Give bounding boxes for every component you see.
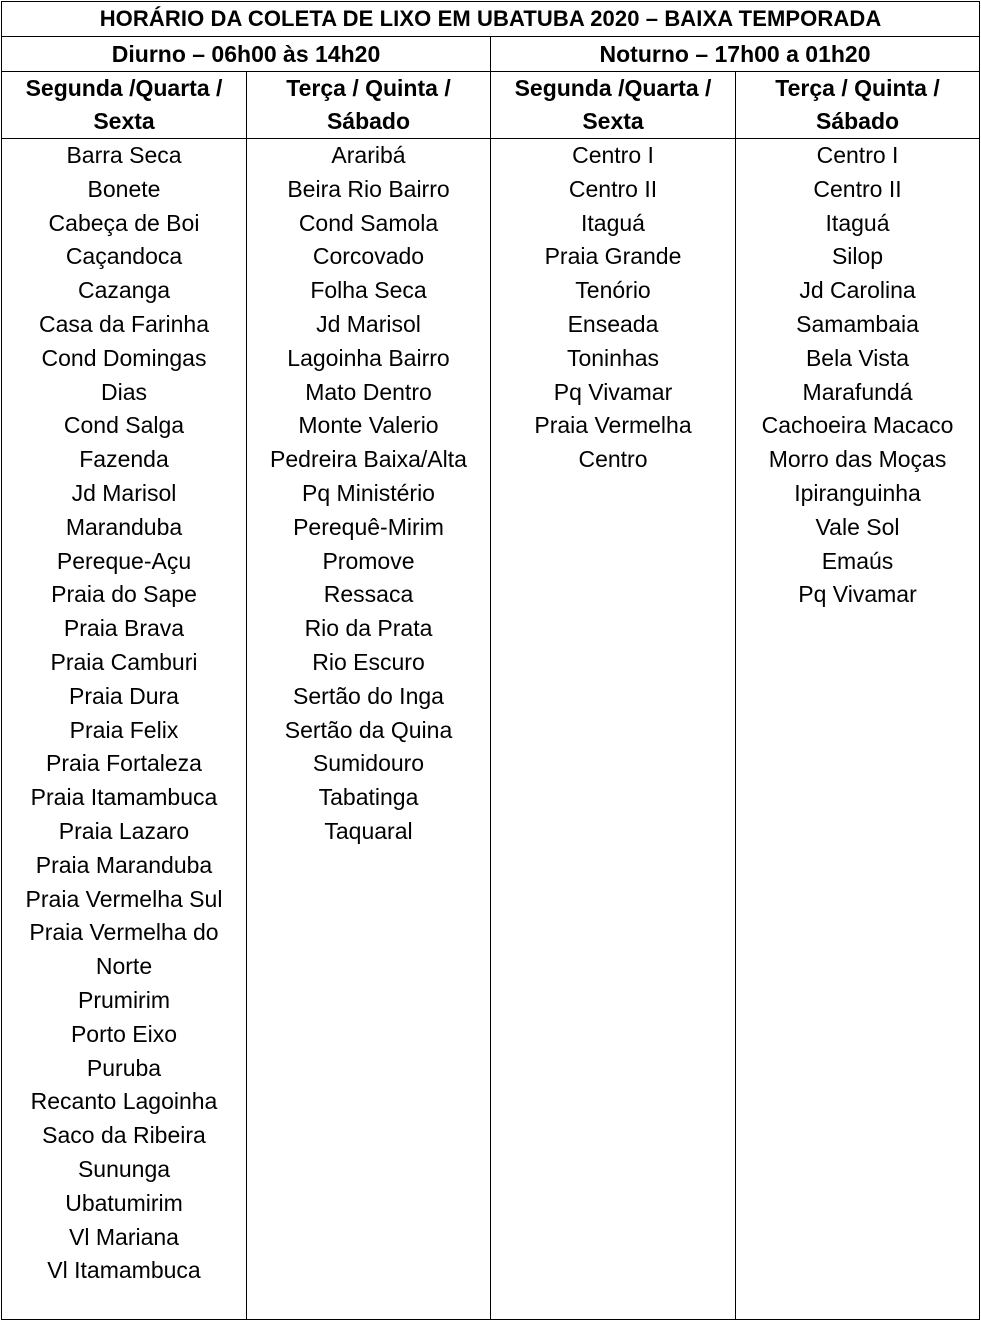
neighborhood-item: Puruba	[86, 1054, 162, 1081]
neighborhood-item: Pereque-Açu	[56, 547, 192, 574]
neighborhood-item: Vale Sol	[815, 513, 900, 540]
days-header: Terça / Quinta / Sábado	[736, 72, 980, 139]
neighborhood-item: Samambaia	[796, 310, 919, 337]
neighborhood-item: Recanto Lagoinha	[30, 1088, 218, 1115]
neighborhood-item: Promove	[322, 547, 415, 574]
neighborhood-item: Pedreira Baixa/Alta	[270, 446, 467, 473]
neighborhood-item: Prumirim	[78, 986, 170, 1013]
neighborhood-item: Ubatumirim	[65, 1189, 183, 1216]
neighborhood-item: Jd Carolina	[799, 277, 916, 304]
neighborhood-item: Centro II	[568, 175, 658, 202]
neighborhood-item: Beira Rio Bairro	[287, 175, 450, 202]
title-row	[2, 2, 980, 37]
days-header: Segunda /Quarta / Sexta	[491, 72, 736, 139]
neighborhood-item: Araribá	[331, 142, 406, 168]
neighborhood-item: Praia Lazaro	[58, 817, 190, 844]
neighborhood-item: Enseada	[567, 310, 659, 337]
days-row	[2, 72, 980, 139]
neighborhood-item: Sertão da Quina	[284, 716, 453, 743]
neighborhood-item: Jd Marisol	[316, 310, 421, 337]
neighborhood-item: Saco da Ribeira	[42, 1122, 206, 1149]
period-row	[2, 37, 980, 72]
neighborhood-item: Pq Vivamar	[553, 378, 673, 405]
neighborhood-column	[247, 139, 491, 1320]
neighborhood-column	[736, 139, 980, 1320]
neighborhood-item: Cond Salga	[63, 412, 185, 439]
neighborhood-item: Praia Vermelha do Norte	[29, 919, 219, 980]
neighborhood-item: Porto Eixo	[70, 1020, 178, 1047]
neighborhood-item: Praia Felix	[69, 716, 179, 743]
neighborhood-item: Barra Seca	[66, 142, 182, 168]
neighborhood-item: Praia Vermelha Sul	[25, 885, 223, 912]
neighborhood-item: Tenório	[575, 277, 651, 304]
neighborhood-item: Sununga	[77, 1155, 171, 1182]
neighborhood-item: Lagoinha Bairro	[287, 344, 450, 371]
neighborhood-item: Praia Fortaleza	[46, 750, 202, 777]
neighborhood-item: Ressaca	[323, 581, 414, 608]
neighborhood-item: Praia Itamambuca	[30, 784, 218, 811]
neighborhood-item: Itaguá	[825, 209, 890, 236]
neighborhood-item: Praia do Sape	[51, 581, 197, 608]
schedule-title: HORÁRIO DA COLETA DE LIXO EM UBATUBA 2020 – BAIXA TEMPORADA	[2, 2, 980, 37]
neighborhood-item: Praia Camburi	[50, 648, 198, 675]
neighborhood-item: Folha Seca	[310, 277, 427, 304]
neighborhood-item: Silop	[831, 243, 884, 270]
neighborhood-item: Emaús	[821, 547, 894, 574]
neighborhood-item: Rio da Prata	[304, 615, 433, 642]
neighborhood-column	[2, 139, 247, 1320]
neighborhood-item: Pq Ministério	[302, 479, 435, 506]
neighborhood-item: Centro II	[813, 175, 902, 202]
collection-schedule-table	[1, 1, 980, 1320]
neighborhood-item: Praia Dura	[69, 682, 179, 709]
neighborhood-item: Corcovado	[312, 243, 425, 270]
neighborhood-list	[491, 139, 735, 477]
neighborhood-item: Centro	[578, 446, 648, 473]
neighborhood-item: Morro das Moças	[768, 446, 947, 473]
neighborhood-item: Praia Brava	[63, 615, 185, 642]
neighborhood-item: Jd Marisol	[71, 479, 177, 506]
neighborhood-item: Praia Grande	[544, 243, 682, 270]
neighborhood-item: Dias	[100, 378, 147, 405]
neighborhood-item: Sumidouro	[312, 750, 425, 777]
neighborhood-item: Itaguá	[581, 209, 645, 236]
neighborhood-item: Tabatinga	[318, 784, 419, 811]
neighborhood-item: Cabeça de Boi	[48, 209, 200, 236]
neighborhood-list	[247, 139, 490, 849]
neighborhood-item: Vl Mariana	[69, 1223, 179, 1250]
neighborhood-item: Taquaral	[324, 817, 413, 844]
neighborhood-item: Toninhas	[566, 344, 660, 371]
neighborhood-item: Cazanga	[77, 277, 171, 304]
period-night: Noturno – 17h00 a 01h20	[491, 37, 980, 72]
neighborhood-item: Mato Dentro	[305, 378, 432, 405]
neighborhood-item: Praia Maranduba	[35, 851, 213, 878]
neighborhood-item: Centro I	[572, 142, 654, 168]
neighborhood-item: Bela Vista	[805, 344, 910, 371]
neighborhood-item: Centro I	[816, 142, 899, 168]
neighborhood-item: Fazenda	[79, 446, 169, 473]
neighborhood-item: Rio Escuro	[312, 648, 425, 675]
days-header: Segunda /Quarta / Sexta	[2, 72, 247, 139]
neighborhood-item: Perequê-Mirim	[293, 513, 444, 540]
neighborhood-item: Caçandoca	[65, 243, 183, 270]
neighborhoods-row	[2, 139, 980, 1320]
neighborhood-list	[736, 139, 979, 612]
days-header: Terça / Quinta / Sábado	[247, 72, 491, 139]
neighborhood-item: Praia Vermelha	[534, 412, 692, 439]
neighborhood-item: Monte Valerio	[298, 412, 439, 439]
neighborhood-item: Marafundá	[802, 378, 913, 405]
neighborhood-item: Bonete	[87, 175, 161, 202]
neighborhood-item: Cond Domingas	[41, 344, 207, 371]
neighborhood-item: Cond Samola	[298, 209, 439, 236]
neighborhood-item: Maranduba	[65, 513, 183, 540]
period-day: Diurno – 06h00 às 14h20	[2, 37, 491, 72]
neighborhood-item: Sertão do Inga	[293, 682, 444, 709]
neighborhood-item: Cachoeira Macaco	[761, 412, 954, 439]
neighborhood-item: Ipiranguinha	[794, 479, 921, 506]
neighborhood-item: Casa da Farinha	[38, 310, 210, 337]
neighborhood-column	[491, 139, 736, 1320]
neighborhood-item: Pq Vivamar	[798, 581, 917, 608]
neighborhood-list	[2, 139, 246, 1288]
neighborhood-item: Vl Itamambuca	[47, 1257, 201, 1284]
